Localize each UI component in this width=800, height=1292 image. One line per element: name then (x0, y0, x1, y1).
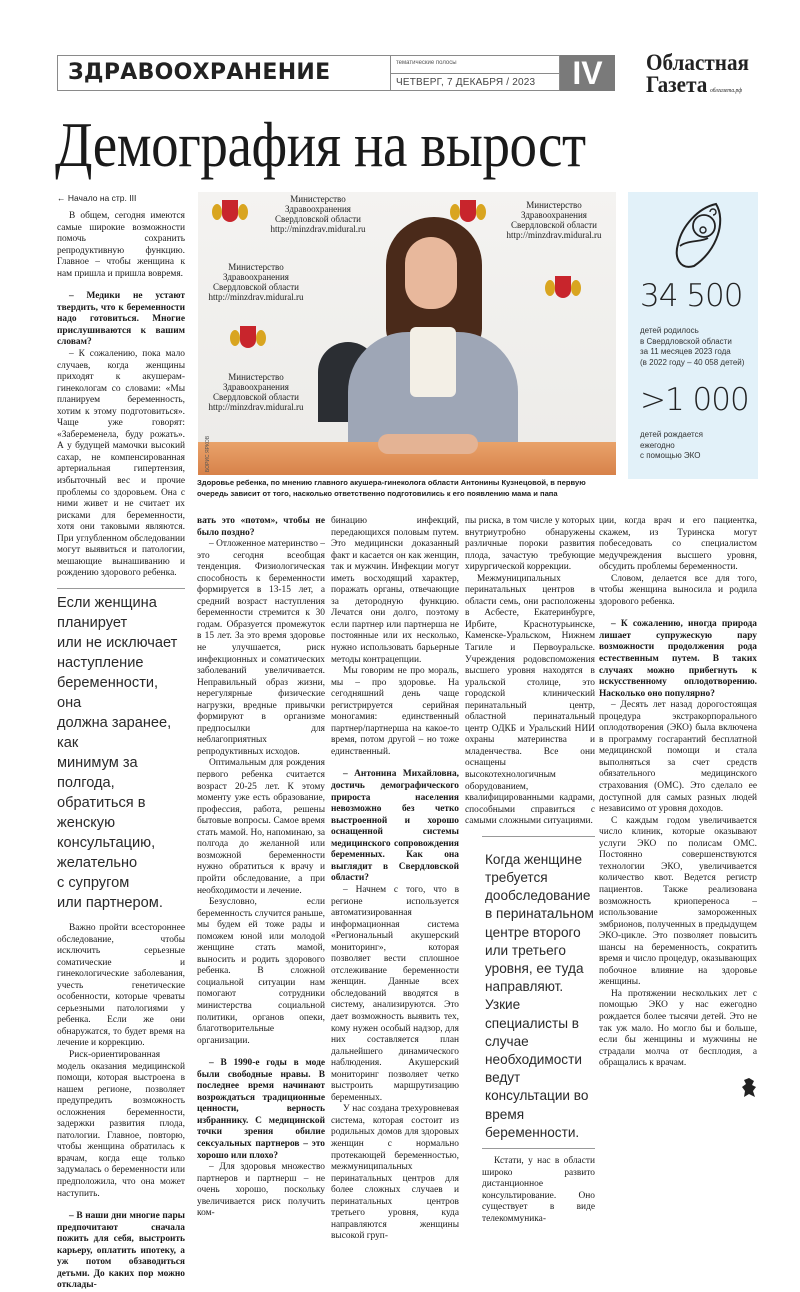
issue-date: ЧЕТВЕРГ, 7 ДЕКАБРЯ / 2023 (396, 77, 536, 88)
pull-quote-line: консультацию, (57, 834, 156, 851)
backdrop-text: Министерство Здравоохранения Свердловской области http://minzdrav.midural.ru (208, 372, 304, 412)
paragraph: Кстати, у нас в области широко развито дистанционное консультирование. Оно существует в виде телекоммуника- (482, 1156, 595, 1224)
newspaper-logo (646, 52, 749, 96)
swaddled-baby-icon (672, 200, 724, 270)
paragraph: Риск-ориентированная модель оказания медицинской помощи, которая выстроена в нашем регионе, позволяет предупредить возможность осложнения беременности, задержки развития плода, патологии. Главное, повторю, чтобы женщина обратилась к врачам, когда еще только задумалась о беременности или предположила, что она может наступить. (57, 1049, 185, 1199)
stat-ivf-value: >1 000 (640, 382, 749, 418)
column-5 (599, 516, 757, 1070)
backdrop-text: Министерство Здравоохранения Свердловской области http://minzdrav.midural.ru (270, 194, 366, 234)
coat-of-arms-icon (543, 272, 583, 306)
column-5-wrap (599, 516, 757, 1098)
pull-quote-line: Если женщина (57, 594, 157, 611)
column-4-top (465, 516, 595, 828)
headline: Демография на вырост (55, 109, 586, 180)
column-3 (331, 516, 459, 1243)
logo-line1: Областная (646, 50, 749, 75)
pull-quote-line: обратиться в женскую (57, 794, 146, 831)
column-2 (197, 516, 325, 1220)
pull-quote-line: беременности, она (57, 674, 159, 711)
paragraph: Словом, делается все для того, чтобы женщина выносила и родила здорового ребенка. (599, 573, 757, 607)
paragraph: – Для здоровья множество партнеров и партнерш – не очень хорошо, поскольку увеличивается риск получить ком- (197, 1162, 325, 1219)
paragraph: У нас создана трехуровневая система, которая состоит из родильных домов для здоровых женщин с нормально протекающей беременностью, межмуниципальных перинатальных центров для более сложных случаев и перинатальных центров третьего уровня, куда направляются женщины высокой груп- (331, 1104, 459, 1242)
column-3-wrap (331, 516, 459, 1243)
column-4-bottom (482, 1156, 595, 1225)
column-1 (57, 193, 185, 1292)
interview-question: – К сожалению, иногда природа лишает супружескую пару возможности продолжения рода естественным путем. В таких случаях можно прибегнуть к искусственному оплодотворению. Насколько оно популярно? (599, 619, 757, 699)
coat-of-arms-icon (210, 196, 250, 230)
column-4 (465, 516, 595, 1225)
paragraph: С каждым годом увеличивается число клиник, которые оказывают услуги ЭКО по полисам ОМС. Постоянно совершенствуются технологии ЭКО, увеличивается количество квот. Ведется регистр пациентов. Также реализована возможность криопереноса – использование замороженных эмбрионов, полученных в предыдущем ЭКО-цикле. Это позволяет повысить шансы на беременность, сократить время и число процедур, оказывающих побочное влияние на здоровье женщины. (599, 815, 757, 988)
section-rubric: ЗДРАВООХРАНЕНИЕ (68, 60, 331, 85)
paragraph: Важно пройти всестороннее обследование, чтобы исключить серьезные соматические и гинекологические заболевания, учесть генетические особенности, которые чреваты серьезными патологиями у ребенка. Если же они обнаружатся, то будет время на лечение и коррекцию. (57, 922, 185, 1049)
continued-from-link[interactable]: ← Начало на стр. III (57, 193, 137, 203)
pull-quote-line: направляют. Узкие (485, 979, 564, 1013)
pull-quote-line: желательно (57, 854, 138, 871)
paragraph: – К сожалению, пока мало случаев, когда женщины приходят к акушерам-гинекологам со словами: «Мы планируем беременность, хотим к этому подготовиться». Чаще уже говорят: «Забеременела, буду рожать». А у будущей мамочки высокий сахар, не компенсированная артериальная гипертензия, избыточный вес и прочие проблемы со здоровьем. Она с ними живет и не считает их рисками для беременности, хотя они таковыми являются. При углубленном обследовании могут выявиться и патологии, мешающие вынашиванию и рождению здорового ребенка. (57, 349, 185, 579)
pull-quote-line: дообследование (485, 888, 591, 904)
stat-births-value: 34 500 (640, 278, 743, 314)
paragraph: Межмуниципальных перинатальных центров в области семь, они расположены в Асбесте, Екатеринбурге, Ирбите, Краснотурьинске, Каменске-Уральском, Нижнем Тагиле и Первоуральске. Учреждения родовспоможения высшего уровня находятся в уральской столице, это городской клинический перинатальный центр, областной перинатальный центр ОДКБ и Уральский НИИ охраны материнства и младенчества. Все они оснащены высокотехнологичным оборудованием, квалифицированными кадрами, способными справиться с самыми сложными ситуациями. (465, 573, 595, 827)
face (405, 237, 457, 309)
paragraph: В общем, сегодня имеются самые широкие возможности помочь сохранить репродуктивную функцию. Главное – чтобы женщина к нам пришла и пришла вовремя. (57, 211, 185, 279)
pull-quote-line: должна заранее, как (57, 714, 172, 751)
end-mark (599, 1078, 757, 1098)
coat-of-arms-icon (228, 322, 268, 356)
column-1-top (57, 193, 185, 580)
pull-quote-line: Когда женщине (485, 851, 583, 867)
pull-quote-1 (57, 593, 185, 913)
paragraph: Мы говорим не про мораль, мы – про здоровье. На сегодняшний день чаще регистрируется серийная моногамия: единственный партнер/партнерша на какое-то время, потом другой – но тоже единственный. (331, 666, 459, 757)
pull-quote-line: наступление (57, 654, 144, 671)
pull-quote-line: специалисты в случае (485, 1015, 579, 1049)
interview-question: – В наши дни многие пары предпочитают сначала пожить для себя, выстроить карьеру, оплатить ипотеку, а уж потом обзаводиться детьми. До каких пор можно отклады- (57, 1211, 185, 1291)
pull-quote-line: консультации во время (485, 1088, 589, 1122)
pull-quote-line: уровня, ее туда (485, 960, 584, 976)
page-number: IV (560, 55, 615, 91)
pull-quote-line: беременности. (485, 1124, 580, 1140)
paragraph: ции, когда врач и его пациентка, скажем, из Туринска могут побеседовать со специалистом медучреждения высшего уровня, обсудить проблемы беременности. (599, 516, 757, 573)
stat-births-label: детей родилось в Свердловской области за 11 месяцев 2023 года (в 2022 году – 40 058 детей) (640, 326, 745, 367)
pull-quote-line: планирует (57, 614, 128, 631)
paragraph: бинацию инфекций, передающихся половым путем. Это медицински доказанный факт и касается он как женщин, так и мужчин. Инфекции могут иметь восходящий характер, поражать органы, отвечающие за детородную функцию. Лечатся они долго, поэтому если партнер или партнерша не постоянные или их несколько, нужно использовать барьерные методы контрацепции. (331, 516, 459, 665)
backdrop-text: Министерство Здравоохранения Свердловской области http://minzdrav.midural.ru (506, 200, 602, 240)
paragraph: На протяжении нескольких лет с помощью ЭКО у нас ежегодно рождается более тысячи детей. Это не так уж мало. Но могло бы и больше, если бы женщины и мужчины не страдали молча от бесплодия, а обращались к врачам. (599, 988, 757, 1069)
logo-url: облгазета.рф (710, 88, 743, 94)
end-of-article-emblem-icon (741, 1078, 757, 1098)
article-photo (198, 192, 616, 475)
paragraph: – Десять лет назад дорогостоящая процедура экстракорпорального оплодотворения (ЭКО) была включена в программу госгарантий бесплатной медицинской помощи и стала выполняться за счет средств обязательного медицинского страхования (ОМС). Это сделало ее доступной для самых разных людей независимо от уровня доходов. (599, 700, 757, 815)
paragraph: Безусловно, если беременность случится раньше, мы будем ей тоже рады и поможем юной или молодой женщине стать мамой, выносить и родить здорового ребенка. В сложной социальной ситуации нам помогают сотрудники министерства социальной политики, органов опеки, благотворительные организации. (197, 897, 325, 1046)
hands (378, 434, 478, 454)
pull-quote-line: минимум за полгода, (57, 754, 138, 791)
series-label: тематические полосы (396, 60, 457, 66)
pull-quote-line: или третьего (485, 942, 566, 958)
pull-quote-2 (485, 851, 595, 1142)
infographic (628, 192, 758, 479)
paragraph: – Начнем с того, что в регионе используется автоматизированная информационная система «Региональный акушерский мониторинг», которая позволяет вести сплошное отслеживание беременности женщин. Данные всех обследований вводятся в систему, анализируются. Это дает возможность выявить тех, кому нужен особый надзор, для них составляется план дальнейшего динамического наблюдения. Акушерский мониторинг позволяет четко выстроить маршрутизацию беременных. (331, 884, 459, 1103)
divider (57, 588, 185, 589)
logo-line2: Газета (646, 72, 708, 97)
interview-question: вать это «потом», чтобы не было поздно? (197, 516, 325, 538)
photo-caption: Здоровье ребенка, по мнению главного акушера-гинеколога области Антонины Кузнецовой, в первую очередь зависит от того, насколько ответственно подготовились к его появлению мама и папа (197, 478, 586, 498)
photo-credit: БОРИС ЯРКОВ (205, 435, 211, 472)
pull-quote-line: с супругом (57, 874, 130, 891)
blouse (410, 327, 456, 397)
column-2-wrap (197, 516, 325, 1220)
column-1-bottom (57, 923, 185, 1292)
pull-quote-line: в перинатальном (485, 906, 594, 922)
divider (482, 836, 595, 837)
interview-question: – Антонина Михайловна, достичь демографического прироста населения невозможно без четко выстроенной и хорошо оснащенной системы медицинского сопровождения беременных. Как она выглядит в Свердловской области? (331, 769, 459, 884)
paragraph: – Отложенное материнство – это сегодня всеобщая тенденция. Физиологическая способность к беременности формируется в 13-15 лет, а средний возраст наступления беременности стремится к 30 годам. Образуется промежуток в 15 лет. За это время здоровье не улучшается, риск инфекционных и соматических заболеваний увеличивается. Неправильный образ жизни, нерегулярные физические нагрузки, вредные привычки формируют в организме предпосылки для неблагоприятных репродуктивных исходов. (197, 539, 325, 757)
pull-quote-line: необходимости ведут (485, 1052, 582, 1086)
paragraph: пы риска, в том числе у которых внутриутробно обнаружены различные пороки развития плода, зачастую требующие хирургической коррекции. (465, 516, 595, 573)
pull-quote-line: центре второго (485, 924, 581, 940)
interview-question: – В 1990-е годы в моде были свободные нравы. В последнее время начинают возрождаться традиционные ценности, верность избраннику. С медицинской точки зрения обилие сексуальных партнеров – это хорошо или плохо? (197, 1058, 325, 1161)
pull-quote-line: или партнером. (57, 894, 163, 911)
backdrop-text: Министерство Здравоохранения Свердловской области http://minzdrav.midural.ru (208, 262, 304, 302)
stat-ivf-label: детей рождается ежегодно с помощью ЭКО (640, 430, 703, 460)
pull-quote-line: требуется (485, 869, 548, 885)
paragraph: Оптимальным для рождения первого ребенка считается возраст 20-25 лет. К этому моменту уже есть образование, профессия, работа, решены бытовые вопросы. Самое время стать мамой. Но, напоминаю, за полгода до желанной или возможной беременности нужно обратиться к врачу и пройти обследование, а при необходимости и лечение. (197, 758, 325, 896)
interview-question: – Медики не устают твердить, что к беременности надо готовиться. Многие прислушиваются к вашим словам? (57, 291, 185, 348)
header-divider (390, 73, 560, 74)
pull-quote-line: или не исключает (57, 634, 178, 651)
divider (482, 1148, 595, 1149)
